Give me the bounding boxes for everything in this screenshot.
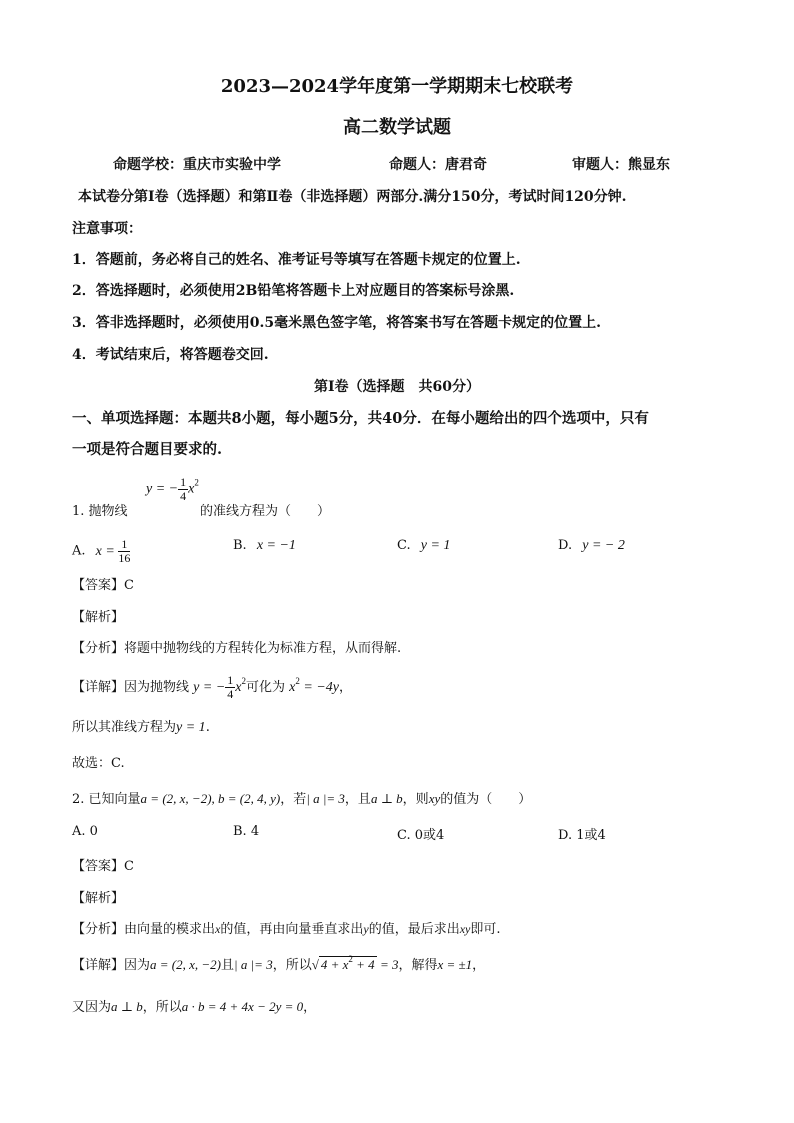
- q1-directrix: 所以其准线方程为y = 1.: [72, 720, 210, 735]
- author-info: 命题人：唐君奇: [389, 157, 487, 173]
- notes-heading: 注意事项：: [72, 221, 142, 237]
- note-item: 2．答选择题时，必须使用2B铅笔将答题卡上对应题目的答案标号涂黑.: [72, 283, 515, 299]
- q2-detail-cont: 又因为a ⊥ b，所以a · b = 4 + 4x − 2y = 0，: [72, 999, 317, 1015]
- q1-stem: [72, 500, 128, 519]
- q2-detail: 【详解】因为a = (2, x, −2)且| a |= 3，所以√ $4 + x^2 + 4 = 3$，解得x = ±1，: [72, 954, 486, 973]
- q1-choice: 故选：C.: [72, 756, 125, 771]
- q2-option-d[interactable]: D. 1或4: [558, 828, 606, 843]
- q2-answer: 【答案】C: [72, 859, 134, 874]
- q2-option-b[interactable]: B. 4: [233, 824, 260, 839]
- q1-detail: 【详解】因为抛物线 y = − $\frac{1}{4}$ $x^2$可化为 $x^2 = -4y$，: [72, 673, 352, 701]
- q1-prefix: 1. 抛物线: [72, 504, 128, 519]
- q2-option-a[interactable]: A. 0: [72, 824, 98, 839]
- q1-option-b[interactable]: B. x = −1: [233, 538, 296, 553]
- section-instructions: 一、单项选择题：本题共8小题，每小题5分，共40分．在每小题给出的四个选项中，只有: [72, 410, 649, 427]
- q2-analysis-tag: 【解析】: [72, 891, 125, 906]
- school-info: 命题学校：重庆市实验中学: [113, 157, 281, 173]
- q1-option-c[interactable]: C. y = 1: [397, 538, 451, 553]
- q1-option-d[interactable]: D. y = − 2: [558, 538, 625, 553]
- q1-equation: y = − $\frac{1}{4}$ $x^2$: [146, 475, 199, 503]
- q2-option-c[interactable]: C. 0或4: [397, 828, 445, 843]
- exam-title: 2023—2024学年度第一学期期末七校联考: [220, 76, 574, 97]
- q1-analysis-tag: 【解析】: [72, 610, 125, 625]
- q1-fenxi: 【分析】将题中抛物线的方程转化为标准方程，从而得解.: [72, 641, 402, 656]
- exam-subtitle: 高二数学试题: [343, 117, 451, 138]
- section-instructions-cont: 一项是符合题目要求的.: [72, 441, 223, 458]
- q2-fenxi: 【分析】由向量的模求出x的值，再由向量垂直求出y的值，最后求出xy即可.: [72, 922, 501, 937]
- note-item: 3．答非选择题时，必须使用0.5毫米黑色签字笔，将答案书写在答题卡规定的位置上.: [72, 315, 601, 331]
- reviewer-info: 审题人：熊显东: [572, 157, 670, 173]
- q2-stem: 2. 已知向量a = (2, x, −2), b = (2, 4, y)，若| a |= 3，且a ⊥ b，则xy的值为（ ）: [72, 791, 532, 807]
- part1-heading: 第Ⅰ卷（选择题 共60分）: [313, 379, 481, 395]
- q1-suffix: 的准线方程为（ ）: [200, 504, 331, 519]
- q1-answer: 【答案】C: [72, 578, 134, 593]
- q1-option-a[interactable]: A. x = $\frac{1}{16}$: [72, 537, 131, 565]
- note-item: 4．考试结束后，将答题卷交回.: [72, 347, 269, 363]
- intro-text: 本试卷分第Ⅰ卷（选择题）和第Ⅱ卷（非选择题）两部分.满分150分，考试时间120分钟.: [78, 189, 627, 205]
- note-item: 1．答题前，务必将自己的姓名、准考证号等填写在答题卡规定的位置上.: [72, 252, 521, 268]
